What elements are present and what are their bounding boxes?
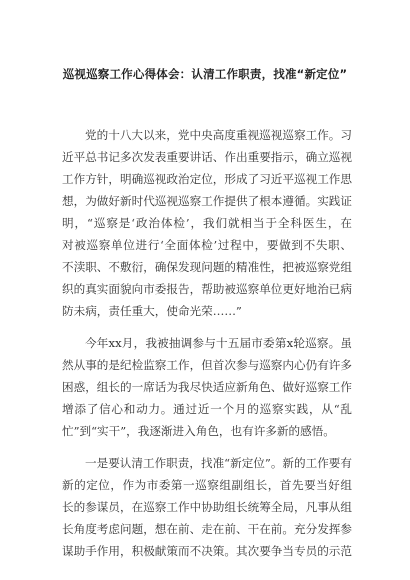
text-line: 党的十八大以来，党中央高度重视巡视巡察工作。习: [85, 128, 352, 142]
text-line: 然从事的是纪检监察工作，但首次参与巡察内心仍有许多: [62, 358, 352, 372]
text-line: 长角度考虑问题，想在前、走在前、干在前。充分发挥参: [62, 522, 352, 536]
text-line: 近平总书记多次发表重要讲话、作出重要指示，确立巡视: [62, 150, 352, 164]
document-body: [62, 124, 352, 572]
text-line: 谋助手作用，积极献策而不决策。其次要争当专员的示范: [62, 544, 352, 558]
text-line: 对被巡察单位进行‘全面体检’过程中，要做到不失职、: [62, 238, 352, 252]
text-line: 防未病，责任重大，使命光荣……”: [62, 304, 242, 318]
text-line: 织的真实面貌向市委报告，帮助被巡察单位更好地治已病: [62, 282, 352, 296]
paragraph-2: [62, 332, 352, 442]
text-line: 忙”到“实干”，我逐渐进入角色，也有许多新的感悟。: [62, 424, 335, 438]
text-line: 增添了信心和动力。通过近一个月的巡察实践，从“乱: [62, 402, 352, 416]
text-line: 想，为做好新时代巡视巡察工作提供了根本遵循。实践证: [62, 194, 352, 208]
text-line: 不渎职、不敷衍，确保发现问题的精准性，把被巡察党组: [62, 260, 352, 274]
text-line: 困惑，组长的一席话为我尽快适应新角色、做好巡察工作: [62, 380, 352, 394]
text-line: 一是要认清工作职责，找准“新定位”。新的工作要有: [85, 456, 352, 470]
text-line: 明，“巡察是‘政治体检’，我们就相当于全科医生，在: [62, 216, 352, 230]
text-line: 长的参谋员，在巡察工作中协助组长统筹全局，凡事从组: [62, 500, 352, 514]
paragraph-1: [62, 124, 352, 322]
paragraph-3: [62, 452, 352, 562]
text-line: 今年xx月，我被抽调参与十五届市委第x轮巡察。虽: [85, 336, 352, 350]
document-title: 巡视巡察工作心得体会：认清工作职责，找准“新定位”: [62, 67, 348, 81]
text-line: 新的定位，作为市委第一巡察组副组长，首先要当好组: [62, 478, 352, 492]
text-line: 工作方针，明确巡视政治定位，形成了习近平巡视工作思: [62, 172, 352, 186]
